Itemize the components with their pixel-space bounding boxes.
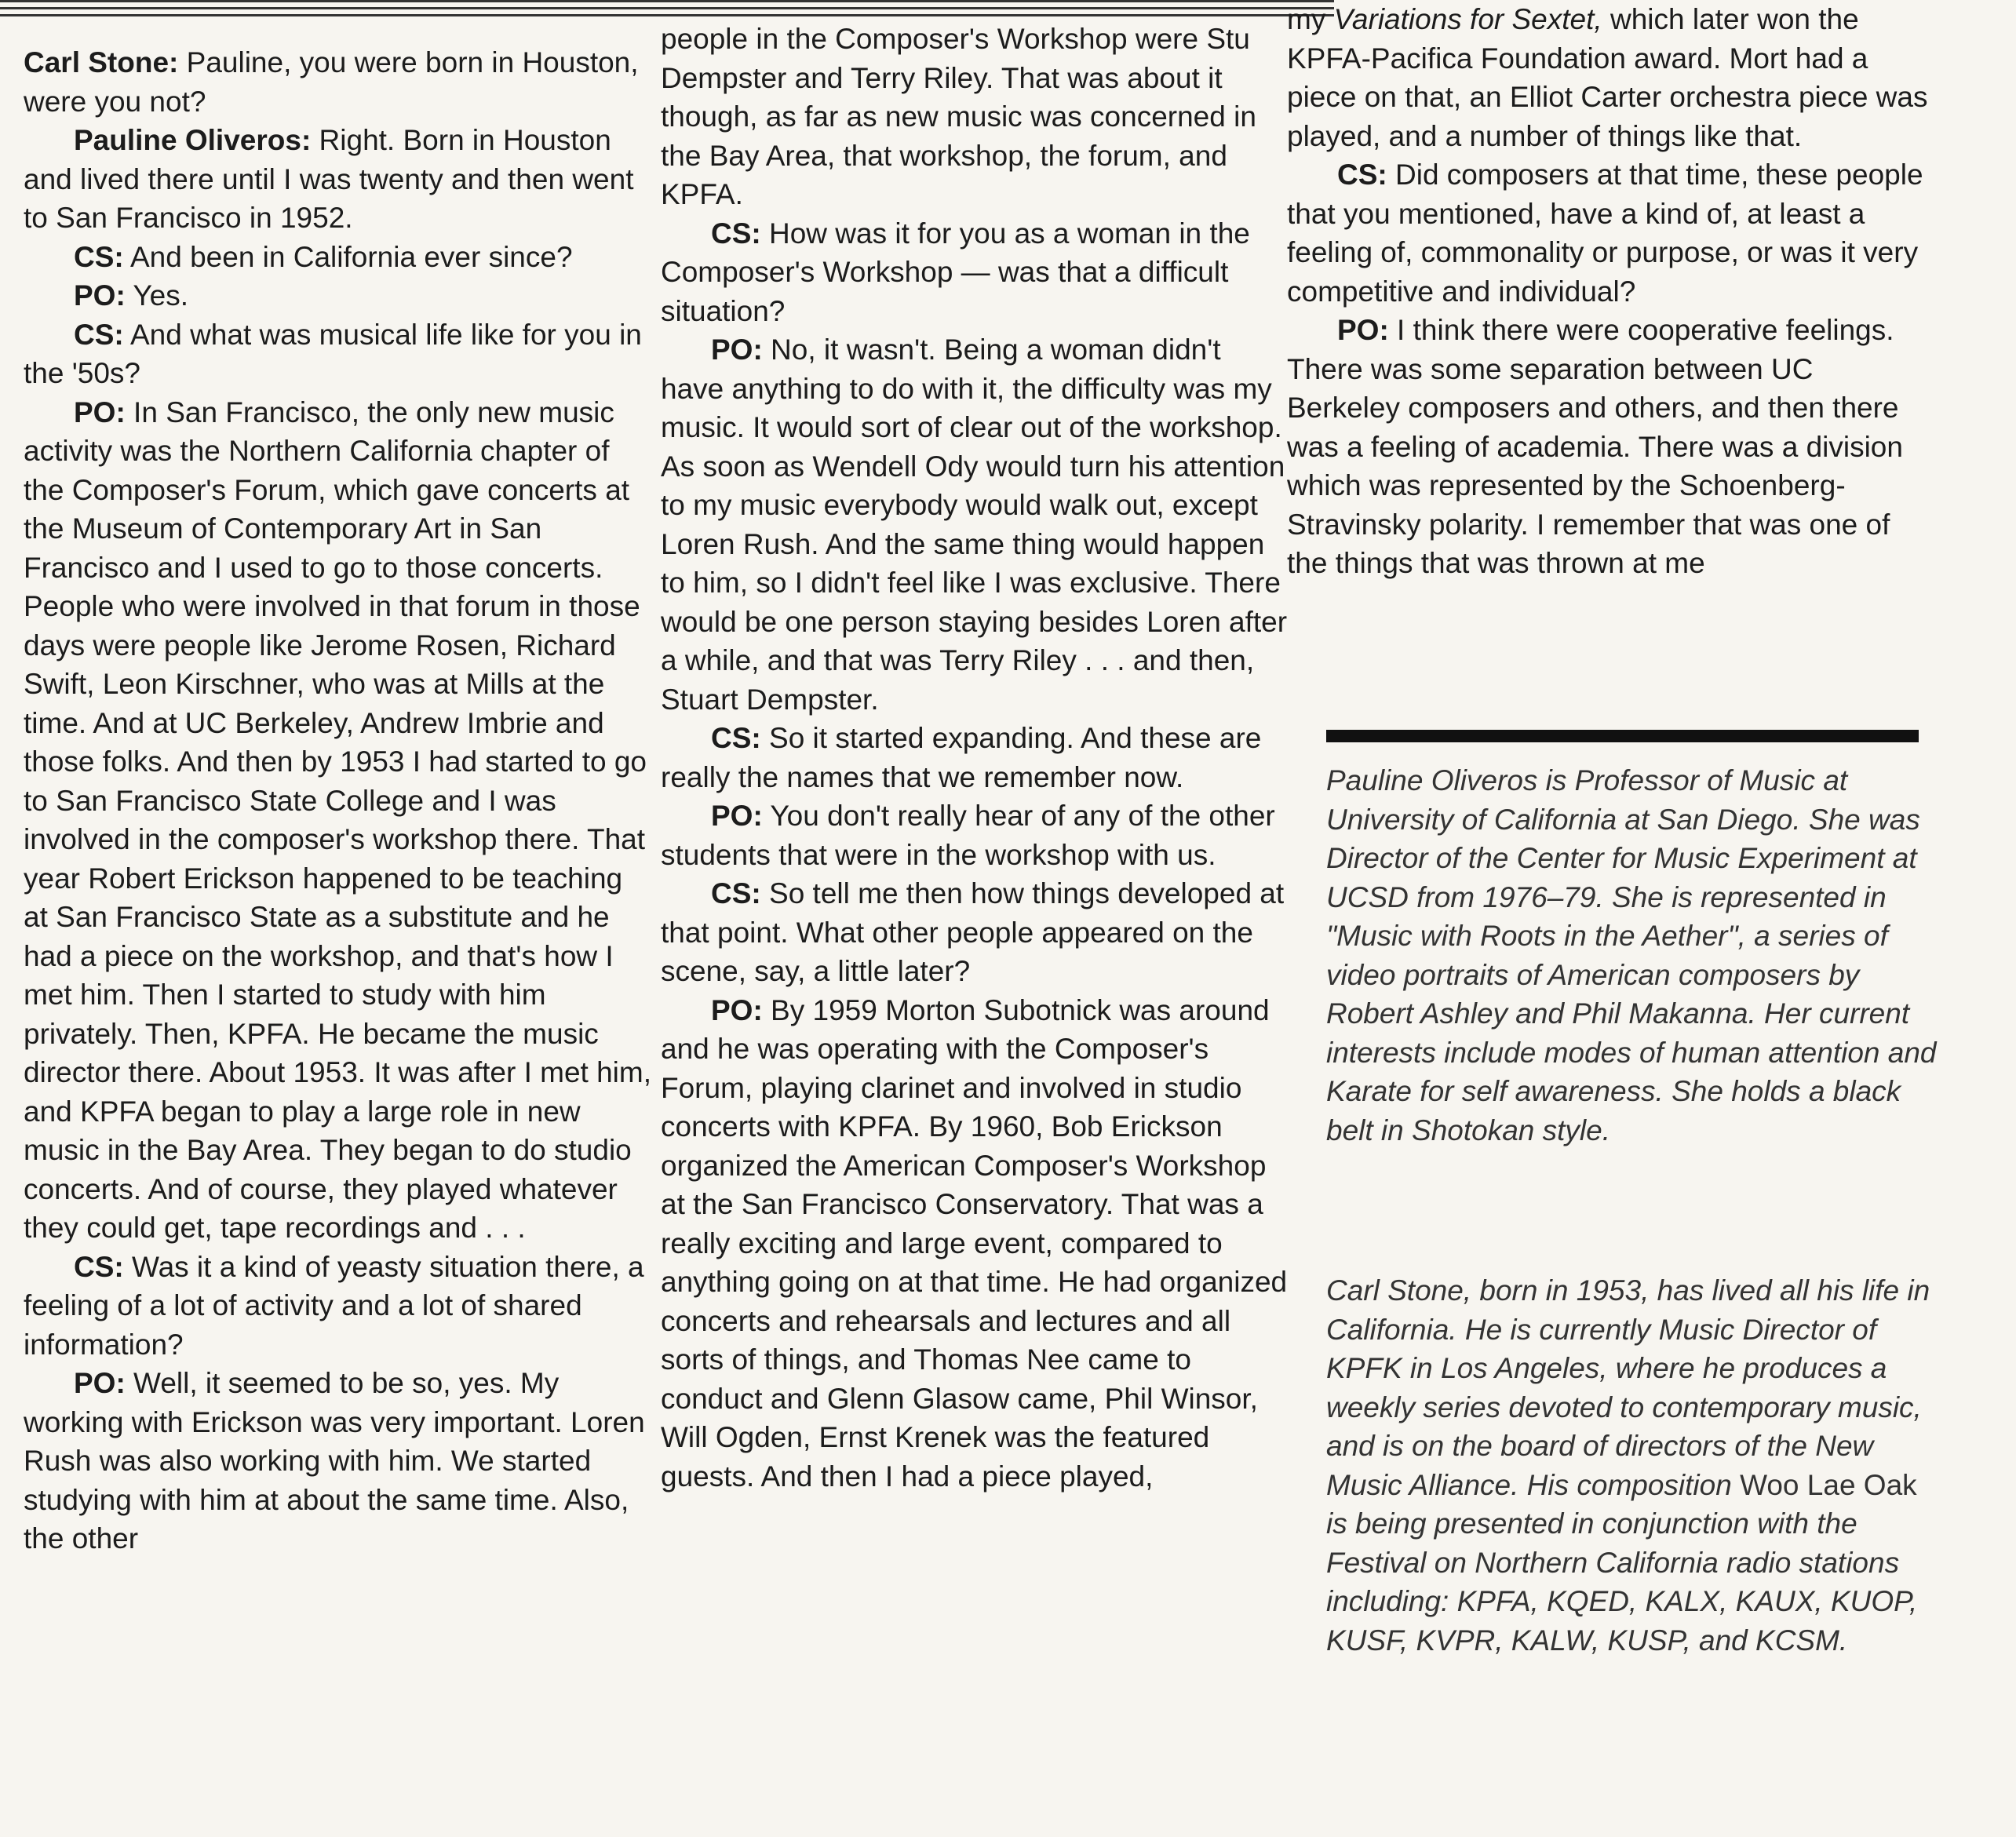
speaker-label: CS:	[74, 1250, 124, 1283]
paragraph	[24, 315, 651, 393]
speaker-label: PO:	[711, 334, 763, 366]
paragraph-text: In San Francisco, the only new music activity was the Northern California chapter of the Composer's Forum, which gave concerts at the Museum of Contemporary Art in San Francisco and I used to go to those concerts. People who were involved in that forum in those days were people like Jerome Rosen, Richard Swift, Leon Kirschner, who was at Mills at the time. And at UC Berkeley, Andrew Imbrie and those folks. And then by 1953 I had started to go to San Francisco State College and I was involved in the composer's workshop there. That year Robert Erickson happened to be teaching at San Francisco State as a substitute and he had a piece on the workshop, and that's how I met him. Then I started to study with him privately. Then, KPFA. He became the music director there. About 1953. It was after I met him, and KPFA began to play a large role in new music in the Bay Area. They began to do studio concerts. And of course, they played whatever they could get, tape recordings and . . .	[24, 395, 651, 1244]
paragraph	[1287, 155, 1930, 311]
paragraph	[24, 121, 651, 238]
paragraph	[24, 1248, 651, 1365]
speaker-label: CS:	[74, 318, 124, 351]
paragraph	[24, 276, 651, 315]
paragraph-text: And what was musical life like for you in the '50s?	[24, 318, 642, 389]
paragraph-text: By 1959 Morton Subotnick was around and he was operating with the Composer's Forum, playing clarinet and involved in studio concerts with KPFA. By 1960, Bob Erickson organized the American Composer's Workshop at the San Francisco Conservatory. That was a really exciting and large event, compared to anything going on at that time. He had organized concerts and rehearsals and lectures and all sorts of things, and Thomas Nee came to conduct and Glenn Glasow came, Phil Winsor, Will Ogden, Ernst Krenek was the featured guests. And then I had a piece played,	[661, 993, 1288, 1493]
speaker-label: PO:	[74, 279, 126, 312]
paragraph-text: Right. Born in Houston and lived there until I was twenty and then went to San Francisco in 1952.	[24, 124, 634, 234]
column-3-body	[1287, 155, 1930, 583]
paragraph-text: So tell me then how things developed at that point. What other people appeared on the scene, say, a little later?	[661, 877, 1285, 987]
paragraph-text: Was it a kind of yeasty situation there, a feeling of a lot of activity and a lot of shared information?	[24, 1250, 644, 1361]
paragraph	[661, 796, 1289, 874]
column-2	[661, 20, 1289, 1496]
speaker-label: CS:	[711, 877, 761, 909]
paragraph	[661, 214, 1289, 331]
speaker-label: PO:	[711, 993, 763, 1026]
speaker-label: CS:	[1337, 159, 1387, 191]
paragraph	[24, 238, 651, 277]
column-3	[1287, 0, 1930, 583]
paragraph	[24, 393, 651, 1248]
speaker-label: CS:	[74, 240, 124, 273]
paragraph-text: And been in California ever since?	[123, 240, 573, 273]
paragraph	[661, 330, 1289, 719]
paragraph	[661, 874, 1289, 991]
speaker-label: CS:	[711, 722, 761, 754]
paragraph: my Variations for Sextet, which later won the KPFA-Pacifica Foundation award. Mort had a piece on that, an Elliot Carter orchestra piece was played, and a number of things like that.	[1287, 3, 1928, 152]
speaker-label: PO:	[711, 800, 763, 832]
speaker-label: PO:	[1337, 314, 1389, 346]
speaker-label: Pauline Oliveros:	[74, 124, 312, 156]
speaker-label: Carl Stone:	[24, 46, 179, 78]
bio-oliveros: Pauline Oliveros is Professor of Music at University of California at San Diego. She was Director of the Center for Music Experiment at UCSD from 1976–79. She is represented in "Music with Roots in the Aether", a series of video portraits of American composers by Robert Ashley and Phil Makanna. Her current interests include modes of human attention and Karate for self awareness. She holds a black belt in Shotokan style.	[1326, 764, 1937, 1146]
paragraph-text: people in the Composer's Workshop were Stu Dempster and Terry Riley. That was about it though, as far as new music was concerned in the Bay Area, that workshop, the forum, and KPFA.	[661, 23, 1256, 210]
bio-rule	[1326, 730, 1919, 742]
paragraph	[661, 20, 1289, 214]
paragraph	[1287, 311, 1930, 583]
bio-stone: Carl Stone, born in 1953, has lived all his life in California. He is currently Music Director of KPFK in Los Angeles, where he produces a weekly series devoted to contemporary music, and is on the board of directors of the New Music Alliance. His composition Woo Lae Oak is being presented in conjunction with the Festival on Northern California radio stations including: KPFA, KQED, KALX, KAUX, KUOP, KUSF, KVPR, KALW, KUSP, and KCSM.	[1326, 1274, 1930, 1657]
paragraph-text: Pauline, you were born in Houston, were you not?	[24, 46, 639, 118]
paragraph-text: Yes.	[125, 279, 189, 312]
paragraph-text: So it started expanding. And these are really the names that we remember now.	[661, 722, 1262, 793]
speaker-label: CS:	[711, 217, 761, 250]
paragraph-text: Well, it seemed to be so, yes. My working with Erickson was very important. Loren Rush was also working with him. We started studying with him at about the same time. Also, the other	[24, 1367, 645, 1555]
paragraph	[24, 43, 651, 121]
paragraph-text: Did composers at that time, these people that you mentioned, have a kind of, at least a feeling of, commonality or purpose, or was it very competitive and individual?	[1287, 159, 1923, 308]
speaker-label: PO:	[74, 1367, 126, 1399]
speaker-label: PO:	[74, 395, 126, 428]
paragraph-text: I think there were cooperative feelings. There was some separation between UC Berkeley composers and others, and then there was a feeling of academia. There was a division which was represented by the Schoenberg-Stravinsky polarity. I remember that was one of the things that was thrown at me	[1287, 314, 1903, 579]
paragraph	[661, 991, 1289, 1496]
paragraph-text: No, it wasn't. Being a woman didn't have anything to do with it, the difficulty was my music. It would sort of clear out of the workshop. As soon as Wendell Ody would turn his attention to my music everybody would walk out, except Loren Rush. And the same thing would happen to him, so I didn't feel like I was exclusive. There would be one person staying besides Loren after a while, and that was Terry Riley . . . and then, Stuart Dempster.	[661, 334, 1288, 716]
paragraph-text: You don't really hear of any of the other students that were in the workshop with us.	[661, 800, 1275, 871]
paragraph	[661, 719, 1289, 796]
paragraph-text: How was it for you as a woman in the Composer's Workshop — was that a difficult situation?	[661, 217, 1250, 327]
paragraph	[24, 1364, 651, 1558]
column-1	[24, 43, 651, 1558]
